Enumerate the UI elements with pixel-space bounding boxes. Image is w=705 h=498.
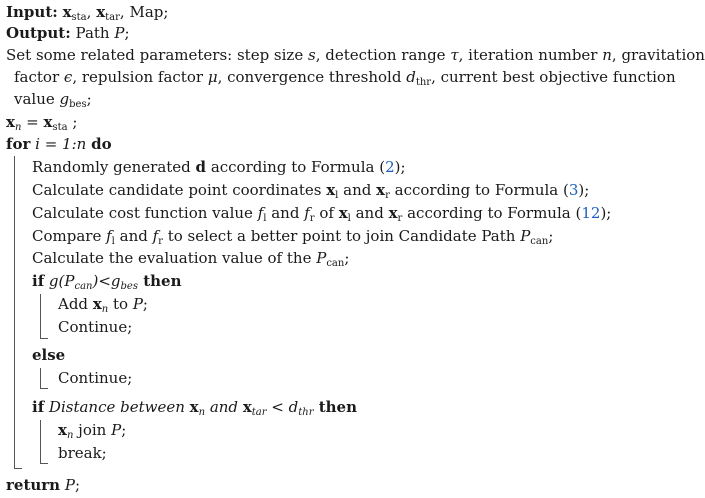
init-line: $x_n = x_{sta}$ ;: [6, 113, 78, 133]
return-line: return P;: [6, 476, 81, 494]
if-best-guide: [40, 294, 41, 338]
else-line: else: [32, 346, 66, 364]
continue-line-2: Continue;: [58, 369, 133, 387]
if-distance-guide: [40, 420, 41, 463]
step-evaluate: Calculate the evaluation value of the $P_{can}$;: [32, 249, 350, 269]
if-best-line: if $g(P_{can})<g_{bes}$ then: [32, 272, 182, 292]
for-keyword: for: [6, 135, 31, 153]
if-best-tick: [40, 338, 48, 339]
step-compare: Compare $f_l$ and $f_r$ to select a better point to join Candidate Path $P_{can}$;: [32, 227, 554, 247]
continue-line-1: Continue;: [58, 318, 133, 336]
input-line: Input: $x_{sta}$, $x_{tar}$, Map;: [6, 3, 169, 23]
params-line-2: factor ϵ, repulsion factor μ, convergence threshold $d_{thr}$, current best objective function: [14, 68, 676, 88]
else-tick: [40, 388, 48, 389]
if-distance-line: if Distance between $x_n$ and $x_{tar} < d_{thr}$ then: [32, 398, 358, 418]
output-label: Output:: [6, 24, 71, 42]
params-line-1: Set some related parameters: step size s, detection range τ, iteration number n, gravitation: [6, 46, 705, 64]
join-path-line: $x_n$ join P;: [58, 421, 127, 441]
input-label: Input:: [6, 3, 58, 21]
break-line: break;: [58, 444, 107, 462]
step-candidate-points: Calculate candidate point coordinates $x_l$ and $x_r$ according to Formula (3);: [32, 181, 590, 201]
params-line-3: value $g_{bes}$;: [14, 90, 92, 110]
output-line: Output: Path P;: [6, 24, 130, 42]
else-guide: [40, 368, 41, 388]
for-line: for i = 1:n do: [6, 135, 112, 153]
for-block-guide: [14, 156, 15, 468]
if-distance-tick: [40, 463, 48, 464]
add-to-path-line: Add $x_n$ to P;: [58, 295, 148, 315]
for-block-tick: [14, 468, 22, 469]
step-random-d: Randomly generated d according to Formula (2);: [32, 158, 406, 176]
step-cost-function: Calculate cost function value $f_l$ and $f_r$ of $x_l$ and $x_r$ according to Formula (12);: [32, 204, 612, 224]
